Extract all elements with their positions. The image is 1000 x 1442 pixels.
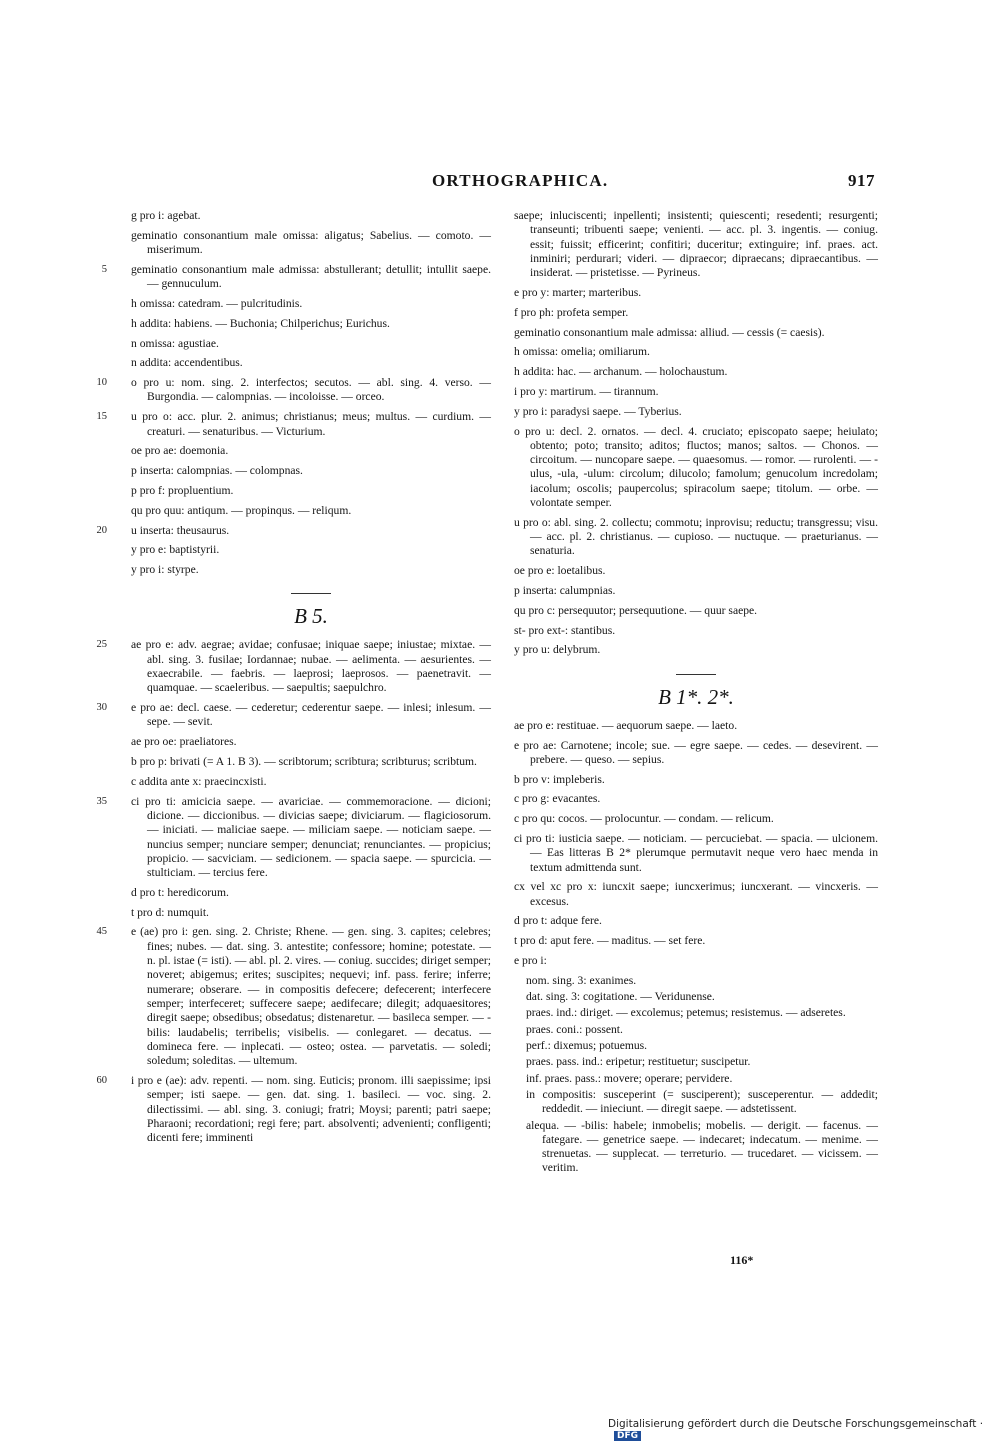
text-entry (131, 775, 491, 789)
text-entry (514, 624, 878, 638)
text-entry (96, 410, 491, 439)
text-entry (514, 934, 878, 948)
text-entry (514, 1039, 878, 1053)
page-number: 917 (848, 171, 875, 190)
text-entry (96, 925, 491, 1068)
text-entry (96, 523, 491, 538)
text-entry (514, 792, 878, 806)
entry-text: d pro t: adque fere. (514, 914, 602, 928)
text-entry (514, 584, 878, 598)
entry-text: ci pro ti: amicicia saepe. — avariciae. — commemoracione. — dicioni; dicione. — diccionibus. — divicias saepe; diviciarum. — flagiciosorum. — iniciati. — maliciae saepe. — miliciam saepe. — noticiam saepe. — nuncius semper; nunciare semper; denunciat; renunciantes. — propicius; propicio. — sacviciam. — sedicionem. — spacia saepe. — spurcicia. — stulticiam. — tercius fere. (131, 794, 491, 880)
text-entry (514, 880, 878, 909)
entry-text: alequa. — -bilis: habele; inmobelis; mobelis. — derigit. — facenus. — fategare. — genetrice saepe. — indecaret; indecatum. — menime. — strenuetas. — supplecat. — terreturio. — trucedaret. — vicissem. — veritim. (526, 1118, 878, 1175)
entry-text: g pro i: agebat. (131, 209, 201, 222)
text-entry (96, 376, 491, 405)
line-number: 15 (96, 411, 107, 423)
entry-text: t pro d: numquit. (131, 905, 209, 919)
text-entry (514, 914, 878, 928)
text-entry (514, 1055, 878, 1069)
entry-text: t pro d: aput fere. — maditus. — set fere. (514, 934, 706, 948)
text-entry (131, 317, 491, 331)
entry-text: c pro g: evacantes. (514, 792, 601, 806)
text-entry (514, 719, 878, 733)
text-entry (514, 286, 878, 300)
text-entry (514, 812, 878, 826)
text-entry (514, 990, 878, 1004)
entry-text: ae pro e: restituae. — aequorum saepe. — laeto. (514, 718, 738, 732)
entry-text: saepe; inluciscenti; inpellenti; insistenti; quiescenti; resedenti; resurgenti; transeunti; tribuenti saepe; venienti. — acc. pl. 3. ingentis. — coniug. essit; fuissit; efficerint; confitiri; duceritur; extinguire; inf. praes. act. inminiri; perdurari; videri. — dipraecor; dipraecans; dipraecantibus. — insiderat. — pristetisse. — Pyrineus. (514, 209, 878, 280)
entry-text: y pro i: styrpe. (131, 563, 199, 577)
entry-text: u pro o: acc. plur. 2. animus; christianus; meus; multus. — curdium. — creaturi. — senaturibus. — Victurium. (131, 410, 491, 438)
entry-text: b pro v: impleberis. (514, 772, 605, 786)
text-entry (514, 564, 878, 578)
text-entry (131, 886, 491, 900)
running-title: ORTHOGRAPHICA. (432, 171, 609, 190)
text-entry (514, 326, 878, 340)
text-entry (131, 906, 491, 920)
text-entry (514, 643, 878, 657)
entry-text: ae pro e: adv. aegrae; avidae; confusae; iniquae saepe; iniustae; mixtae. — abl. sing. 3. fusilae; Iordannae; nubae. — aelimenta. — aesurientes. — exaecrabile. — faebris. — laeprosi; laeprosos. — paenetravit. — quamquae. — scaeleribus. — saepultis; saepulchro. (131, 638, 491, 695)
text-entry (514, 604, 878, 618)
line-number: 20 (96, 524, 107, 536)
entry-text: geminatio consonantium male admissa: alliud. — cessis (= caesis). (514, 325, 825, 339)
text-entry (514, 516, 878, 559)
line-number: 5 (101, 263, 107, 275)
line-number: 35 (96, 795, 107, 807)
entry-text: e (ae) pro i: gen. sing. 2. Christe; Rhene. — gen. sing. 3. capites; celebres; fines; nubes. — dat. sing. 3. antestite; confessore; homine; potestate. — n. pl. istae (= isti). — abl. pl. 2. vires. — coniug. succides; diriget semper; noveret; abigemus; erites; suscipites; nequevi; inf. pass. ferire; inferre; numerare; obserare. — in compositis defecere; defecerent; interfecere semper; interfeceret; suffecere saepe; aedifecare; dilegit; adquaesitores; diregit saepe; obsedibus; obsedatus; distenaretur. — basileca semper. — -bilis: laudabelis; terribelis; visibelis. — conlegaret. — decatus. — domineca fere. — inplecati. — osteo; ostea. — parvetatis. — soledi; soledum; soleditas. — ultemum. (131, 925, 491, 1068)
entry-text: perf.: dixemus; potuemus. (526, 1039, 648, 1053)
text-entry (131, 504, 491, 518)
text-entry (131, 563, 491, 577)
text-entry (514, 1023, 878, 1037)
entry-text: e pro ae: decl. caese. — cederetur; cederentur saepe. — inlesi; inlesum. — sepe. — sevit. (131, 701, 491, 729)
entry-text: d pro t: heredicorum. (131, 885, 229, 899)
text-entry (131, 735, 491, 749)
entry-text: e pro ae: Carnotene; incole; sue. — egre saepe. — cedes. — desevirent. — prebere. — queso. — sepius. (514, 738, 878, 766)
text-entry (514, 385, 878, 399)
entry-text: n addita: accendentibus. (131, 356, 243, 370)
entry-text: e pro y: marter; marteribus. (514, 285, 642, 299)
digitization-note (608, 1418, 1000, 1442)
text-entry (131, 444, 491, 458)
entry-text: cx vel xc pro x: iuncxit saepe; iuncxerimus; iuncxerant. — vincxeris. — excesus. (514, 880, 878, 908)
section-title-b5: B 5. (294, 604, 328, 629)
text-entry (514, 954, 878, 968)
entry-text: praes. pass. ind.: eripetur; restituetur; suscipetur. (526, 1055, 751, 1069)
entry-text: dat. sing. 3: cogitatione. — Veridunense. (526, 990, 715, 1004)
line-number: 60 (96, 1074, 107, 1086)
entry-text: ci pro ti: iusticia saepe. — noticiam. — percuciebat. — spacia. — ulcionem. — Eas litteras B 2* plerumque permutavit neque vero haec menda in textum admittenda sunt. (514, 832, 878, 874)
entry-text: e pro i: (514, 954, 547, 968)
entry-text: i pro y: martirum. — tirannum. (514, 384, 659, 398)
text-entry (514, 1088, 878, 1117)
text-entry (131, 543, 491, 557)
entry-text: st- pro ext-: stantibus. (514, 623, 616, 637)
dfg-logo: DFG (614, 1431, 641, 1441)
text-entry (514, 345, 878, 359)
entry-text: geminatio consonantium male admissa: abstullerant; detullit; intullit saepe. — gennuculum. (131, 262, 491, 291)
entry-text: y pro i: paradysi saepe. — Tyberius. (514, 404, 682, 418)
text-entry (131, 337, 491, 351)
entry-text: h addita: habiens. — Buchonia; Chilperichus; Eurichus. (131, 316, 390, 330)
entry-text: h addita: hac. — archanum. — holochaustum. (514, 365, 728, 379)
entry-text: h omissa: omelia; omiliarum. (514, 345, 650, 359)
text-entry (96, 638, 491, 695)
section-separator (291, 593, 331, 594)
entry-text: c pro qu: cocos. — prolocuntur. — condam. — relicum. (514, 812, 774, 826)
entry-text: o pro u: decl. 2. ornatos. — decl. 4. cruciato; episcopato saepe; heiulato; obtento; poto; transito; aditos; fluctos; manos; saltos. — Chonos. — circoitum. — nuncopare saepe. — quaesomus. — romor. — rurolenti. — -ulus, -ula, -ulum: circolum; dilucolo; famolum; genucolum incredolam; iacolum; oscolis; paupercolus; spiracolum saepe; titolum. — orbe. — volontate semper. (514, 424, 878, 510)
text-entry (514, 365, 878, 379)
text-entry (514, 773, 878, 787)
line-number: 45 (96, 926, 107, 938)
entry-text: ae pro oe: praeliatores. (131, 735, 237, 749)
text-entry (101, 262, 491, 292)
text-entry (131, 297, 491, 311)
entry-text: in compositis: susceperint (= susciperent); susceperentur. — addedit; reddedit. — inieciunt. — diregit saepe. — adstetissent. (526, 1087, 878, 1116)
entry-text: inf. praes. pass.: movere; operare; pervidere. (526, 1071, 733, 1085)
text-entry (514, 405, 878, 419)
page-header (0, 171, 1000, 195)
text-entry (514, 209, 878, 280)
line-number: 25 (96, 639, 107, 651)
text-entry (514, 832, 878, 875)
entry-text: i pro e (ae): adv. repenti. — nom. sing. Euticis; pronom. illi saepissime; ipsi semper; isti saepe. — gen. dat. sing. 1. basileci. — voc. sing. 2. dilectissimi. — abl. sing. 3. coniugi; fratri; Moysi; parenti; patri saepe; Pharaoni; recordationi; regi fere; part. absolventi; advenienti; confligenti; dicenti fere; imminenti (131, 1073, 491, 1145)
entry-text: praes. coni.: possent. (526, 1022, 623, 1036)
left-entries (96, 209, 491, 577)
text-entry (131, 755, 491, 769)
text-entry (514, 974, 878, 988)
text-entry (96, 794, 491, 881)
text-entry (96, 1073, 491, 1145)
entry-text: h omissa: catedram. — pulcritudinis. (131, 296, 303, 310)
text-entry (131, 464, 491, 478)
left-entries-b5 (96, 638, 491, 1145)
entry-text: p inserta: calumpnias. (514, 584, 616, 598)
text-entry (514, 306, 878, 320)
text-entry (514, 1072, 878, 1086)
section-title-b12: B 1*. 2*. (658, 684, 734, 709)
entry-text: qu pro quu: antiqum. — propinqus. — reliqum. (131, 503, 352, 517)
entry-text: oe pro ae: doemonia. (131, 444, 229, 458)
left-column (96, 209, 491, 1151)
entry-text: u inserta: theusaurus. (131, 523, 230, 537)
entry-text: b pro p: brivati (= A 1. B 3). — scribtorum; scribtura; scribturus; scribtum. (131, 755, 477, 769)
text-entry (514, 739, 878, 768)
entry-text: o pro u: nom. sing. 2. interfectos; secutos. — abl. sing. 4. verso. — Burgondia. — calompnias. — incoloisse. — orceo. (131, 376, 491, 404)
text-entry (514, 1119, 878, 1176)
entry-text: oe pro e: loetalibus. (514, 564, 606, 578)
entry-text: praes. ind.: diriget. — excolemus; petemus; resistemus. — adseretes. (526, 1006, 846, 1020)
entry-text: c addita ante x: praecincxisti. (131, 774, 267, 788)
section-separator (676, 674, 716, 675)
e-pro-i-sublist (514, 974, 878, 1176)
text-entry (131, 229, 491, 258)
entry-text: y pro u: delybrum. (514, 643, 601, 657)
text-entry (514, 1006, 878, 1020)
entry-text: n omissa: agustiae. (131, 336, 219, 350)
entry-text: qu pro c: persequutor; persequutione. — quur saepe. (514, 603, 758, 617)
right-entries (514, 209, 878, 658)
text-entry (96, 701, 491, 730)
text-entry (131, 209, 491, 223)
text-entry (131, 484, 491, 498)
signature-mark: 116* (730, 1253, 754, 1267)
right-entries-b12 (514, 719, 878, 969)
entry-text: nom. sing. 3: exanimes. (526, 973, 637, 987)
text-entry (131, 356, 491, 370)
entry-text: p pro f: propluentium. (131, 483, 234, 497)
entry-text: geminatio consonantium male omissa: aligatus; Sabelius. — comoto. — miserimum. (131, 228, 491, 257)
entry-text: y pro e: baptistyrii. (131, 543, 220, 557)
entry-text: f pro ph: profeta semper. (514, 305, 629, 319)
line-number: 10 (96, 377, 107, 389)
digitization-text: Digitalisierung gefördert durch die Deutsche Forschungsgemeinschaft · (608, 1418, 984, 1430)
text-entry (514, 425, 878, 511)
right-column (514, 209, 878, 1178)
entry-text: p inserta: calompnias. — colompnas. (131, 464, 303, 478)
entry-text: u pro o: abl. sing. 2. collectu; commotu; inprovisu; reductu; transgressu; visu. — acc. pl. 2. christianus. — cupioso. — nuctuque. — praeturianus. — senaturia. (514, 515, 878, 558)
line-number: 30 (96, 702, 107, 714)
